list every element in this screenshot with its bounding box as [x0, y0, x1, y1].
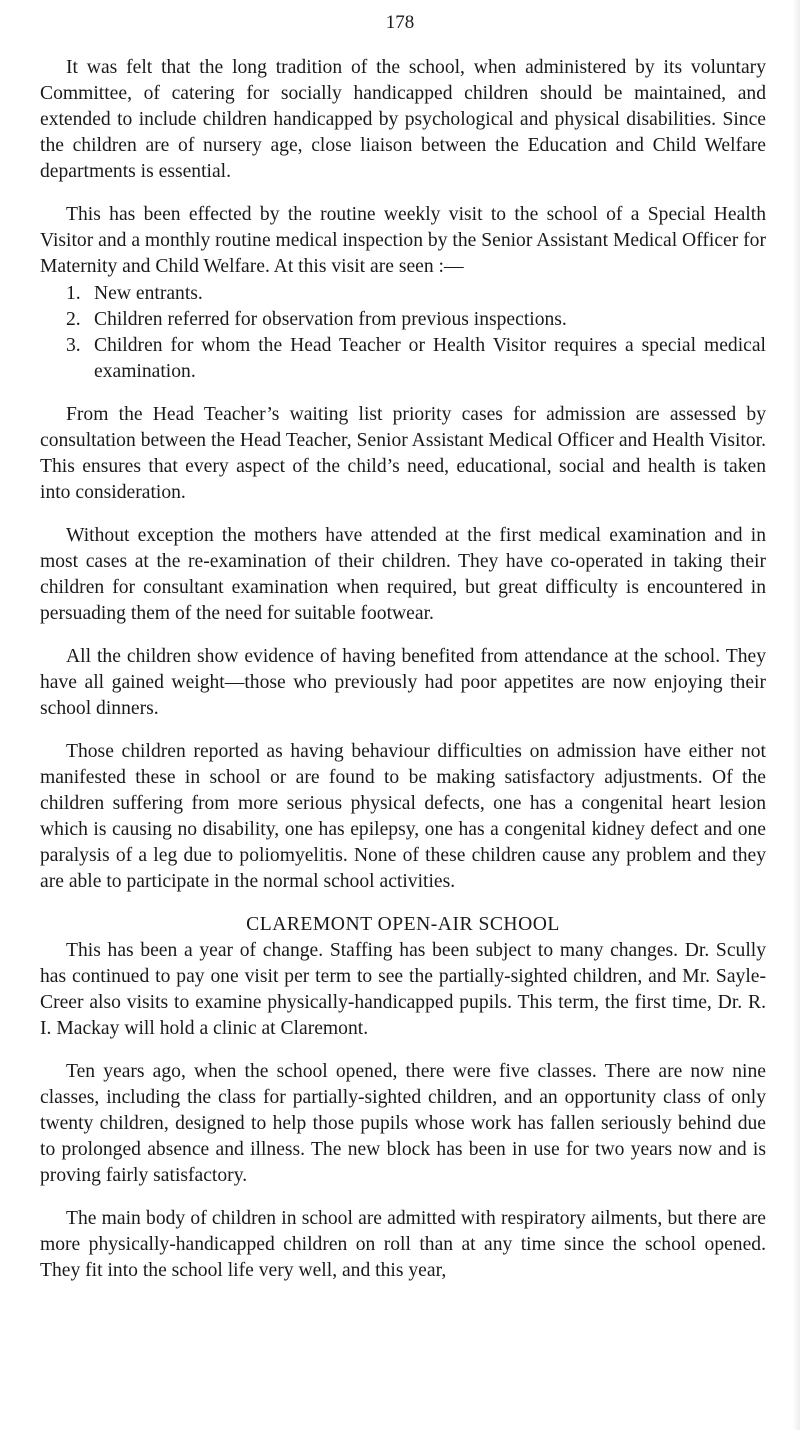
- list-item-text: Children for whom the Head Teacher or Health Visitor requires a special medical examination.: [94, 335, 766, 382]
- paragraph-classes: Ten years ago, when the school opened, there were five classes. There are now nine classes, including the class for partially-sighted children, and an opportunity class of only twenty children, designed to help those pupils whose work has fallen seriously behind due to prolonged absence and illness. The new block has been in use for two years now and is proving fairly satisfactory.: [40, 1061, 766, 1186]
- page-number: 178: [385, 12, 415, 33]
- section-heading: CLAREMONT OPEN-AIR SCHOOL: [246, 914, 560, 935]
- paragraph-staffing: This has been a year of change. Staffing has been subject to many changes. Dr. Scully has continued to pay one visit per term to see the partially-sighted children, and Mr. Sayle-Creer also visits to examine physically-handicapped pupils. This term, the first time, Dr. R. I. Mackay will hold a clinic at Claremont.: [40, 940, 766, 1039]
- list-item: [40, 307, 766, 333]
- list-item: [40, 333, 766, 385]
- paragraph-behaviour: Those children reported as having behaviour difficulties on admission have either not manifested these in school or are found to be making satisfactory adjustments. Of the children suffering from more serious physical defects, one has a congenital heart lesion which is causing no disability, one has epilepsy, one has a congenital kidney defect and one paralysis of a leg due to poliomyelitis. None of these children cause any problem and they are able to participate in the normal school activities.: [40, 741, 766, 892]
- list-item-text: Children referred for observation from previous inspections.: [94, 309, 567, 330]
- paragraph-benefits: All the children show evidence of having benefited from attendance at the school. They have all gained weight—those who previously had poor appetites are now enjoying their school dinners.: [40, 646, 766, 719]
- page-body: [40, 55, 766, 1301]
- list-item-number: 3.: [66, 335, 81, 356]
- paragraph-tradition: It was felt that the long tradition of the school, when administered by its voluntary Committee, of catering for socially handicapped children should be maintained, and extended to include children handicapped by psychological and physical disabilities. Since the children are of nursery age, close liaison between the Education and Child Welfare departments is essential.: [40, 57, 766, 182]
- paragraph-admissions: The main body of children in school are admitted with respiratory ailments, but there are more physically-handicapped children on roll than at any time since the school opened. They fit into the school life very well, and this year,: [40, 1208, 766, 1281]
- paragraph-waiting-list: From the Head Teacher’s waiting list priority cases for admission are assessed by consultation between the Head Teacher, Senior Assistant Medical Officer and Health Visitor. This ensures that every aspect of the child’s need, educational, social and health is taken into consideration.: [40, 404, 766, 503]
- list-item: [40, 281, 766, 307]
- seen-list: [40, 281, 766, 385]
- paragraph-mothers: Without exception the mothers have attended at the first medical examination and in most cases at the re-examination of their children. They have co-operated in taking their children for consultant examination when required, but great difficulty is encountered in persuading them of the need for suitable footwear.: [40, 525, 766, 624]
- list-item-number: 1.: [66, 283, 81, 304]
- list-item-text: New entrants.: [94, 283, 203, 304]
- list-item-number: 2.: [66, 309, 81, 330]
- paragraph-visits: This has been effected by the routine weekly visit to the school of a Special Health Visitor and a monthly routine medical inspection by the Senior Assistant Medical Officer for Maternity and Child Welfare. At this visit are seen :—: [40, 204, 766, 277]
- page-edge-shadow: [792, 0, 800, 1430]
